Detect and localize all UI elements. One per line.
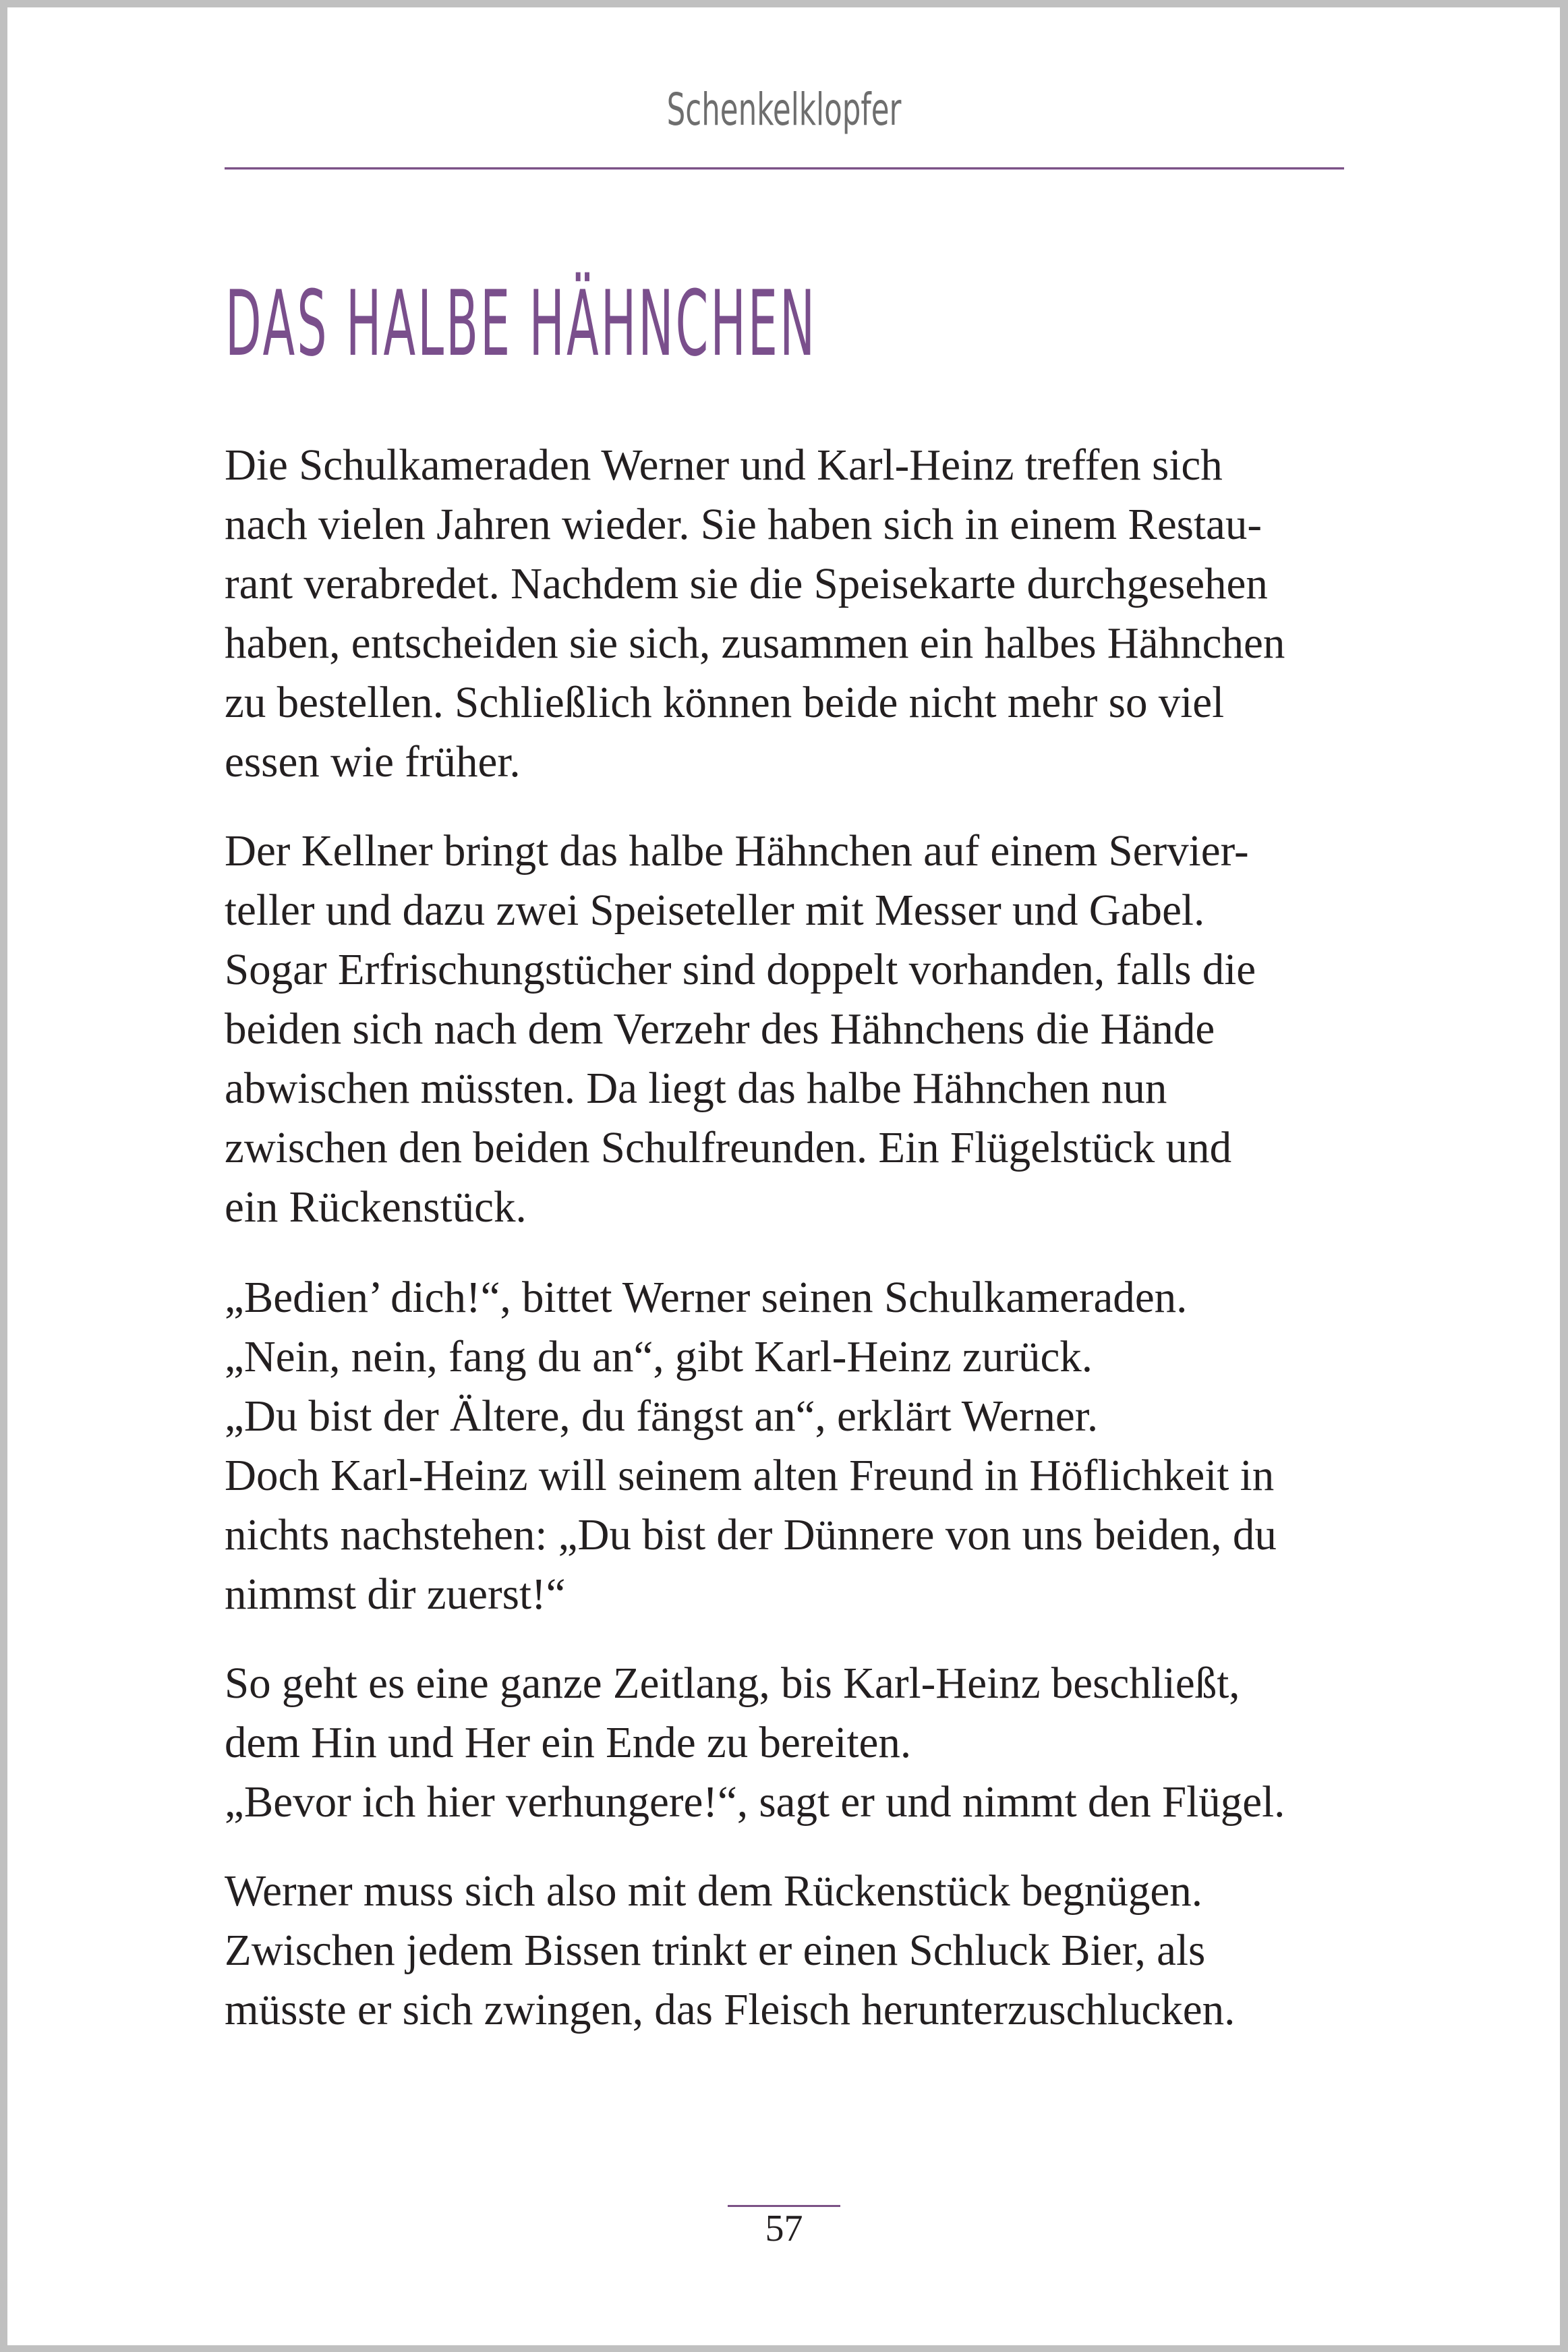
text-line: zwischen den beiden Schulfreunden. Ein Flügelstück und (225, 1123, 1232, 1172)
running-header (0, 80, 1568, 140)
text-line: nach vielen Jahren wieder. Sie haben sich in einem Restau- (225, 500, 1262, 549)
text-line: teller und dazu zwei Speiseteller mit Messer und Gabel. (225, 886, 1205, 935)
text-line: ein Rückenstück. (225, 1182, 527, 1232)
chapter-title: DAS HALBE HÄHNCHEN (225, 271, 817, 376)
text-line: rant verabredet. Nachdem sie die Speisekarte durchgesehen (225, 559, 1268, 608)
text-line: Die Schulkameraden Werner und Karl-Heinz treffen sich (225, 440, 1223, 490)
paragraph-2 (225, 822, 1271, 1237)
paragraph-5 (225, 1862, 1250, 2040)
text-line: haben, entscheiden sie sich, zusammen ein halbes Hähnchen (225, 619, 1285, 668)
text-line: So geht es eine ganze Zeitlang, bis Karl-Heinz beschließt, (225, 1659, 1240, 1708)
header-divider (225, 167, 1344, 170)
text-line: müsste er sich zwingen, das Fleisch herunterzuschlucken. (225, 1985, 1236, 2034)
text-line: „Bevor ich hier verhungere!“, sagt er und nimmt den Flügel. (225, 1777, 1285, 1827)
text-line: „Bedien’ dich!“, bittet Werner seinen Schulkameraden. (225, 1273, 1188, 1322)
running-header-title: Schenkelklopfer (666, 84, 902, 136)
text-line: Zwischen jedem Bissen trinkt er einen Schluck Bier, als (225, 1926, 1206, 1975)
page-number: 57 (765, 2208, 803, 2249)
text-line: beiden sich nach dem Verzehr des Hähnchens die Hände (225, 1004, 1215, 1054)
text-line: abwischen müssten. Da liegt das halbe Hähnchen nun (225, 1064, 1167, 1113)
text-line: Der Kellner bringt das halbe Hähnchen auf einem Servier- (225, 826, 1249, 876)
text-line: Werner muss sich also mit dem Rückenstück begnügen. (225, 1866, 1202, 1916)
text-line: Sogar Erfrischungstücher sind doppelt vorhanden, falls die (225, 945, 1256, 994)
text-line: essen wie früher. (225, 737, 521, 786)
text-line: zu bestellen. Schließlich können beide nicht mehr so viel (225, 678, 1225, 727)
text-line: Doch Karl-Heinz will seinem alten Freund in Höflichkeit in (225, 1451, 1275, 1500)
paragraph-4 (225, 1654, 1301, 1832)
text-line: „Du bist der Ältere, du fängst an“, erklärt Werner. (225, 1392, 1099, 1441)
text-line: nichts nachstehen: „Du bist der Dünnere von uns beiden, du (225, 1510, 1277, 1559)
text-line: „Nein, nein, fang du an“, gibt Karl-Heinz zurück. (225, 1332, 1093, 1381)
paragraph-1 (225, 436, 1301, 792)
paragraph-3 (225, 1268, 1293, 1624)
text-line: dem Hin und Her ein Ende zu bereiten. (225, 1718, 912, 1767)
text-line: nimmst dir zuerst!“ (225, 1570, 566, 1619)
